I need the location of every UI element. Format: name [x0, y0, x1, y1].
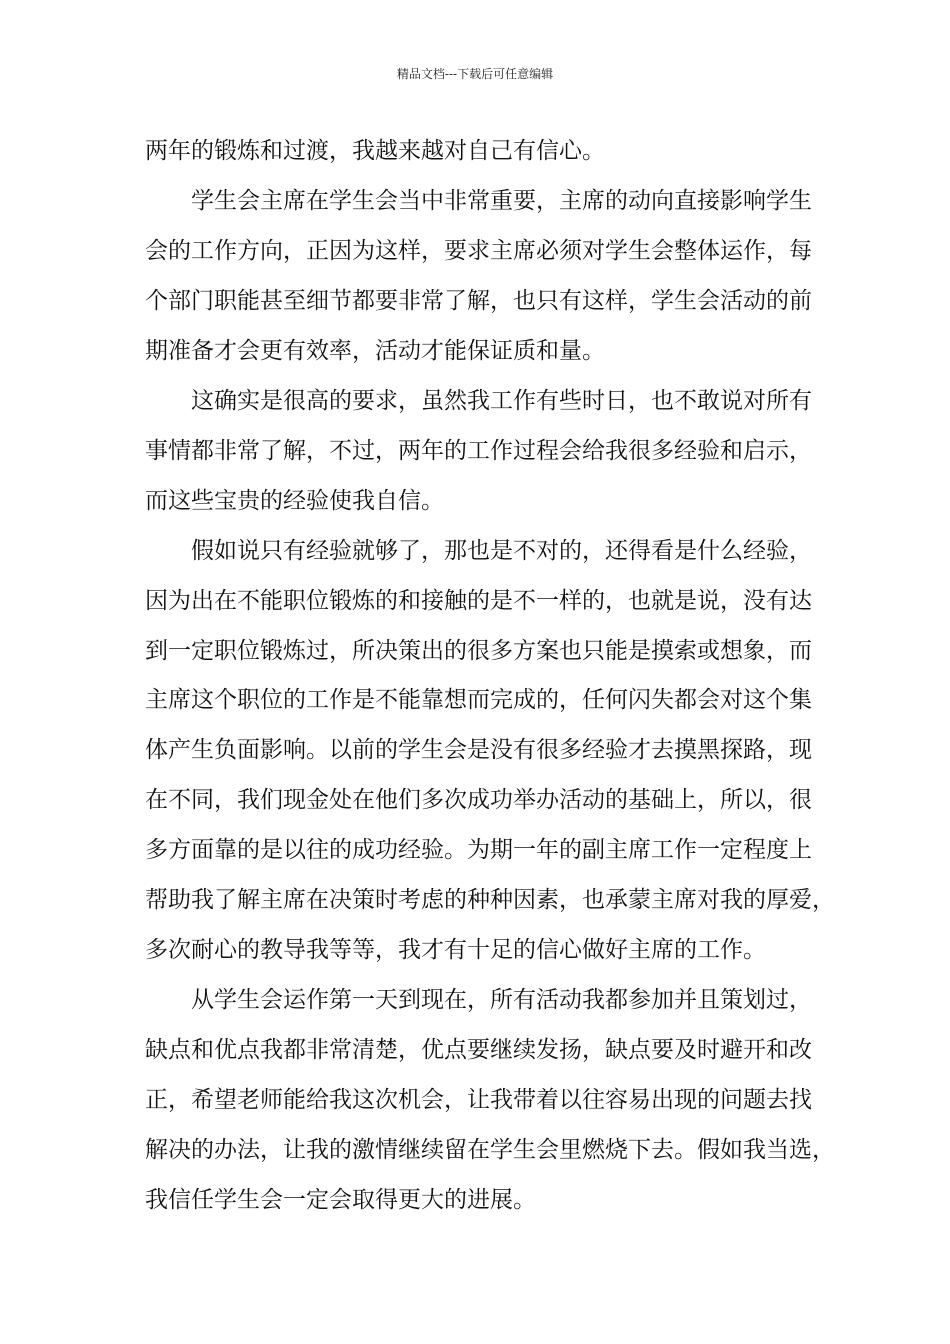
text-line: 个部门职能甚至细节都要非常了解，也只有这样，学生会活动的前	[145, 288, 812, 314]
text-line: 因为出在不能职位锻炼的和接触的是不一样的，也就是说，没有达	[145, 588, 812, 614]
text-line: 多次耐心的教导我等等，我才有十足的信心做好主席的工作。	[145, 937, 766, 963]
text-line: 主席这个职位的工作是不能靠想而完成的，任何闪失都会对这个集	[145, 687, 812, 713]
text-line: 解决的办法，让我的激情继续留在学生会里燃烧下去。假如我当选，	[145, 1137, 835, 1163]
text-line: 体产生负面影响。以前的学生会是没有很多经验才去摸黑探路，现	[145, 737, 812, 763]
text-line: 两年的锻炼和过渡，我越来越对自己有信心。	[145, 138, 605, 164]
text-line: 多方面靠的是以往的成功经验。为期一年的副主席工作一定程度上	[145, 837, 812, 863]
text-line: 这确实是很高的要求，虽然我工作有些时日，也不敢说对所有	[191, 388, 812, 414]
text-line: 在不同，我们现金处在他们多次成功举办活动的基础上，所以，很	[145, 787, 812, 813]
text-line: 从学生会运作第一天到现在，所有活动我都参加并且策划过，	[191, 987, 812, 1013]
text-line: 假如说只有经验就够了，那也是不对的，还得看是什么经验，	[191, 538, 812, 564]
text-line: 正，希望老师能给我这次机会，让我带着以往容易出现的问题去找	[145, 1087, 812, 1113]
text-line: 帮助我了解主席在决策时考虑的种种因素，也承蒙主席对我的厚爱，	[145, 887, 835, 913]
text-line: 期准备才会更有效率，活动才能保证质和量。	[145, 338, 605, 364]
text-line: 而这些宝贵的经验使我自信。	[145, 488, 444, 514]
text-line: 会的工作方向，正因为这样，要求主席必须对学生会整体运作，每	[145, 238, 812, 264]
text-line: 我信任学生会一定会取得更大的进展。	[145, 1187, 536, 1213]
text-line: 到一定职位锻炼过，所决策出的很多方案也只能是摸索或想象，而	[145, 638, 812, 664]
text-line: 缺点和优点我都非常清楚，优点要继续发扬，缺点要及时避开和改	[145, 1037, 812, 1063]
text-line: 学生会主席在学生会当中非常重要，主席的动向直接影响学生	[191, 188, 812, 214]
page-header: 精品文档---下载后可任意编辑	[396, 67, 554, 81]
text-line: 事情都非常了解，不过，两年的工作过程会给我很多经验和启示，	[145, 438, 812, 464]
